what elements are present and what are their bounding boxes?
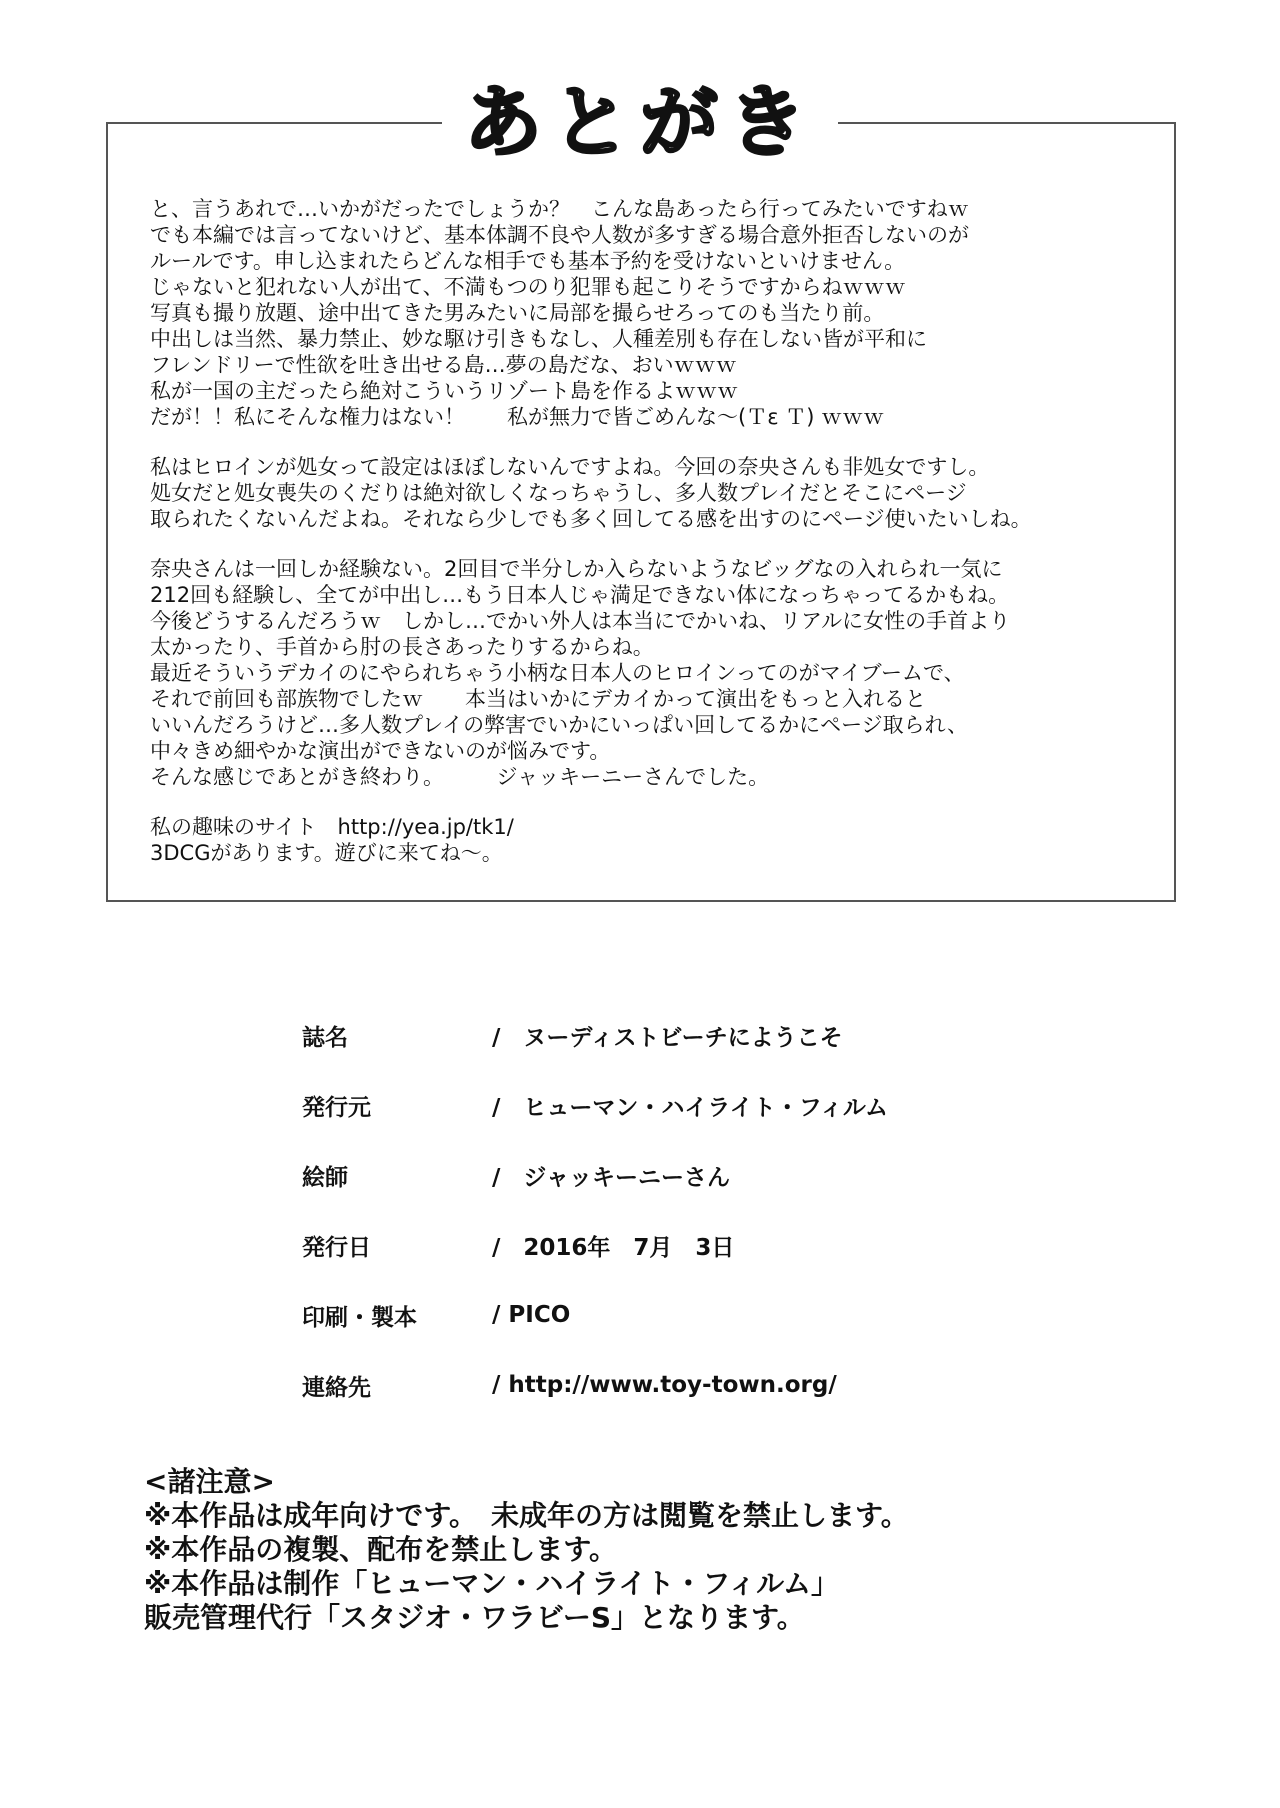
afterword-line: 私はヒロインが処女って設定はほぼしないんですよね。今回の奈央さんも非処女ですし。: [150, 455, 990, 479]
colophon-row-printer: [302, 1280, 1022, 1350]
afterword-line: でも本編では言ってないけど、基本体調不良や人数が多すぎる場合意外拒否しないのが: [150, 223, 969, 247]
afterword-line: 処女だと処女喪失のくだりは絶対欲しくなっちゃうし、多人数プレイだとそこにページ: [150, 481, 967, 505]
colophon-row-contact: [302, 1350, 1022, 1420]
colophon-row-publisher: [302, 1070, 1022, 1140]
afterword-line: 最近そういうデカイのにやられちゃう小柄な日本人のヒロインってのがマイブームで、: [150, 661, 965, 685]
site-note-line: 3DCGがあります。遊びに来てね～。: [150, 841, 503, 865]
site-info: [150, 814, 1150, 866]
afterword-line: 写真も撮り放題、途中出てきた男みたいに局部を撮らせろってのも当たり前。: [150, 301, 885, 325]
afterword-line: 今後どうするんだろうｗ しかし…でかい外人は本当にでかいね、リアルに女性の手首より: [150, 609, 1011, 633]
notice-line: 販売管理代行「スタジオ・ワラビーS」となります。: [144, 1601, 805, 1634]
notice-line: ※本作品は成年向けです。 未成年の方は閲覧を禁止します。: [144, 1499, 909, 1532]
notices: [144, 1465, 1144, 1635]
colophon-value: / http://www.toy-town.org/: [492, 1372, 837, 1398]
colophon-label: 絵師: [302, 1164, 348, 1191]
colophon: [302, 1000, 1022, 1420]
colophon-label: 発行日: [302, 1234, 371, 1261]
colophon-value: / ヒューマン・ハイライト・フィルム: [492, 1094, 888, 1121]
afterword-line: 中々きめ細やかな演出ができないのが悩みです。: [150, 739, 611, 763]
colophon-row-artist: [302, 1140, 1022, 1210]
afterword-line: 212回も経験し、全てが中出し…もう日本人じゃ満足できない体になっちゃってるかもね。: [150, 583, 1010, 607]
afterword-line: 私が一国の主だったら絶対こういうリゾート島を作るよｗｗｗ: [150, 379, 738, 403]
afterword-paragraph-3: [150, 556, 1150, 790]
afterword-body: [150, 196, 1150, 890]
colophon-value: / ジャッキーニーさん: [492, 1164, 730, 1191]
colophon-label: 連絡先: [302, 1374, 371, 1401]
colophon-label: 発行元: [302, 1094, 371, 1121]
afterword-line: それで前回も部族物でしたｗ 本当はいかにデカイかって演出をもっと入れると: [150, 687, 926, 711]
colophon-value: / 2016年 7月 3日: [492, 1234, 735, 1261]
colophon-row-date: [302, 1210, 1022, 1280]
colophon-value: / ヌーディストビーチにようこそ: [492, 1024, 843, 1051]
afterword-line: と、言うあれで…いかがだったでしょうか？ こんな島あったら行ってみたいですねｗ: [150, 197, 969, 221]
afterword-line: いいんだろうけど…多人数プレイの弊害でいかにいっぱい回してるかにページ取られ、: [150, 713, 968, 737]
afterword-line: だが！！私にそんな権力はない！ 私が無力で皆ごめんな～(Ｔε Ｔ) ｗｗｗ: [150, 405, 885, 429]
afterword-line: じゃないと犯れない人が出て、不満もつのり犯罪も起こりそうですからねｗｗｗ: [150, 275, 906, 299]
afterword-line: 太かったり、手首から肘の長さあったりするからね。: [150, 635, 654, 659]
afterword-line: 中出しは当然、暴力禁止、妙な駆け引きもなし、人種差別も存在しない皆が平和に: [150, 327, 927, 351]
afterword-line: フレンドリーで性欲を吐き出せる島…夢の島だな、おいｗｗｗ: [150, 353, 737, 377]
afterword-paragraph-2: [150, 454, 1150, 532]
afterword-paragraph-1: [150, 196, 1150, 430]
colophon-label: 誌名: [302, 1024, 348, 1051]
colophon-label: 印刷・製本: [302, 1304, 417, 1331]
notice-line: ※本作品は制作「ヒューマン・ハイライト・フィルム」: [144, 1567, 840, 1600]
notices-heading: <諸注意>: [144, 1465, 275, 1498]
afterword-title-text: あとがき: [442, 78, 838, 168]
afterword-line: 奈央さんは一回しか経験ない。2回目で半分しか入らないようなビッグなの入れられ一気に: [150, 557, 1003, 581]
afterword-line: そんな感じであとがき終わり。 ジャッキーニーさんでした。: [150, 765, 770, 789]
notice-line: ※本作品の複製、配布を禁止します。: [144, 1533, 617, 1566]
afterword-line: ルールです。申し込まれたらどんな相手でも基本予約を受けないといけません。: [150, 249, 906, 273]
afterword-line: 取られたくないんだよね。それなら少しでも多く回してる感を出すのにページ使いたいしね。: [150, 507, 1032, 531]
colophon-value: / PICO: [492, 1302, 571, 1328]
site-link-line: 私の趣味のサイト http://yea.jp/tk1/: [150, 815, 514, 839]
colophon-row-title: [302, 1000, 1022, 1070]
